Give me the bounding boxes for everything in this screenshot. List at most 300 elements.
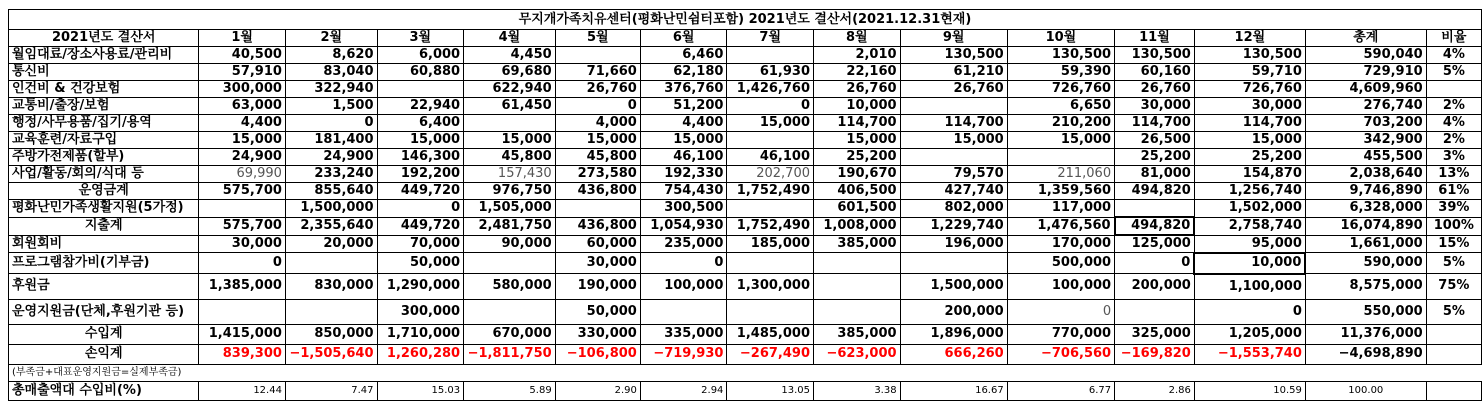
- value-cell: 61%: [1426, 183, 1481, 200]
- value-cell: 703,200: [1305, 115, 1426, 132]
- value-cell: 1,290,000: [377, 274, 464, 300]
- value-cell: 24,900: [199, 149, 286, 166]
- row-label: 회원회비: [9, 235, 199, 253]
- value-cell: 1,752,490: [727, 183, 814, 200]
- value-cell: 50,000: [377, 253, 464, 274]
- value-cell: 46,100: [727, 149, 814, 166]
- value-cell: [640, 364, 727, 381]
- row-label: 평화난민가족생활지원(5가정): [9, 200, 199, 218]
- value-cell: [1426, 344, 1481, 364]
- value-cell: 70,000: [377, 235, 464, 253]
- value-cell: 30,000: [1115, 98, 1195, 115]
- value-cell: 130,500: [1194, 47, 1305, 64]
- value-cell: 1,426,760: [727, 81, 814, 98]
- title-row: [9, 10, 1482, 30]
- value-cell: [1426, 324, 1481, 344]
- value-cell: [199, 299, 286, 324]
- value-cell: 6,328,000: [1305, 200, 1426, 218]
- value-cell: [285, 253, 377, 274]
- header-cell: 6월: [640, 30, 727, 47]
- value-cell: 9,746,890: [1305, 183, 1426, 200]
- value-cell: 15,000: [1007, 132, 1114, 149]
- value-cell: 114,700: [814, 115, 901, 132]
- value-cell: 0: [640, 253, 727, 274]
- value-cell: 770,000: [1007, 324, 1114, 344]
- value-cell: 192,200: [377, 166, 464, 183]
- value-cell: 4,609,960: [1305, 81, 1426, 98]
- value-cell: 15,000: [555, 132, 640, 149]
- value-cell: 39%: [1426, 200, 1481, 218]
- value-cell: 0: [1194, 299, 1305, 324]
- value-cell: 2,355,640: [285, 217, 377, 235]
- value-cell: 51,200: [640, 98, 727, 115]
- value-cell: 24,900: [285, 149, 377, 166]
- value-cell: 62,180: [640, 64, 727, 81]
- value-cell: 1,229,740: [900, 217, 1007, 235]
- table-row: [9, 98, 1482, 115]
- value-cell: 550,000: [1305, 299, 1426, 324]
- value-cell: 61,450: [464, 98, 556, 115]
- value-cell: 60,000: [555, 235, 640, 253]
- value-cell: 170,000: [1007, 235, 1114, 253]
- value-cell: 20,000: [285, 235, 377, 253]
- row-label: 후원금: [9, 274, 199, 300]
- value-cell: 211,060: [1007, 166, 1114, 183]
- value-cell: [1007, 364, 1114, 381]
- value-cell: 273,580: [555, 166, 640, 183]
- value-cell: 2,038,640: [1305, 166, 1426, 183]
- value-cell: 15,000: [640, 132, 727, 149]
- value-cell: 15,000: [900, 132, 1007, 149]
- value-cell: 575,700: [199, 217, 286, 235]
- value-cell: 976,750: [464, 183, 556, 200]
- table-row: [9, 47, 1482, 64]
- value-cell: 5.89: [464, 381, 556, 400]
- value-cell: 385,000: [814, 324, 901, 344]
- value-cell: [727, 132, 814, 149]
- row-label: 교육훈련/자료구입: [9, 132, 199, 149]
- value-cell: 200,000: [1115, 274, 1195, 300]
- value-cell: 670,000: [464, 324, 556, 344]
- value-cell: [1115, 200, 1195, 218]
- value-cell: 190,670: [814, 166, 901, 183]
- value-cell: −623,000: [814, 344, 901, 364]
- row-label: 주방가전제품(할부): [9, 149, 199, 166]
- value-cell: 95,000: [1194, 235, 1305, 253]
- value-cell: 15%: [1426, 235, 1481, 253]
- value-cell: [900, 364, 1007, 381]
- value-cell: 1,100,000: [1194, 274, 1305, 300]
- row-label: 행정/사무용품/집기/용역: [9, 115, 199, 132]
- header-cell: 9월: [900, 30, 1007, 47]
- value-cell: 7.47: [285, 381, 377, 400]
- value-cell: 1,476,560: [1007, 217, 1114, 235]
- value-cell: 12.44: [199, 381, 286, 400]
- value-cell: [555, 200, 640, 218]
- value-cell: 1,054,930: [640, 217, 727, 235]
- value-cell: 1,485,000: [727, 324, 814, 344]
- value-cell: 181,400: [285, 132, 377, 149]
- value-cell: 726,760: [1007, 81, 1114, 98]
- value-cell: 130,500: [1115, 47, 1195, 64]
- value-cell: 83,040: [285, 64, 377, 81]
- table-row: [9, 149, 1482, 166]
- header-cell: 10월: [1007, 30, 1114, 47]
- value-cell: 30,000: [1194, 98, 1305, 115]
- value-cell: 300,000: [199, 81, 286, 98]
- value-cell: 0: [555, 98, 640, 115]
- value-cell: 729,910: [1305, 64, 1426, 81]
- value-cell: 8,620: [285, 47, 377, 64]
- value-cell: 235,000: [640, 235, 727, 253]
- value-cell: 15,000: [727, 115, 814, 132]
- value-cell: 3%: [1426, 149, 1481, 166]
- value-cell: 154,870: [1194, 166, 1305, 183]
- value-cell: 580,000: [464, 274, 556, 300]
- header-cell: 2월: [285, 30, 377, 47]
- value-cell: 59,710: [1194, 64, 1305, 81]
- value-cell: 276,740: [1305, 98, 1426, 115]
- value-cell: 100,000: [640, 274, 727, 300]
- value-cell: −267,490: [727, 344, 814, 364]
- value-cell: 6,460: [640, 47, 727, 64]
- value-cell: [1426, 381, 1481, 400]
- value-cell: [814, 364, 901, 381]
- value-cell: 1,260,280: [377, 344, 464, 364]
- value-cell: [900, 149, 1007, 166]
- value-cell: [377, 364, 464, 381]
- value-cell: [464, 115, 556, 132]
- value-cell: 190,000: [555, 274, 640, 300]
- value-cell: 50,000: [555, 299, 640, 324]
- value-cell: 4,400: [640, 115, 727, 132]
- value-cell: 26,760: [900, 81, 1007, 98]
- table-row: [9, 324, 1482, 344]
- value-cell: 22,940: [377, 98, 464, 115]
- value-cell: 6,000: [377, 47, 464, 64]
- value-cell: −1,811,750: [464, 344, 556, 364]
- value-cell: 2,481,750: [464, 217, 556, 235]
- value-cell: 601,500: [814, 200, 901, 218]
- value-cell: 855,640: [285, 183, 377, 200]
- table-row: [9, 166, 1482, 183]
- value-cell: 6.77: [1007, 381, 1114, 400]
- value-cell: 335,000: [640, 324, 727, 344]
- value-cell: [814, 274, 901, 300]
- value-cell: 15,000: [464, 132, 556, 149]
- value-cell: 26,760: [1115, 81, 1195, 98]
- value-cell: 8,575,000: [1305, 274, 1426, 300]
- value-cell: 60,880: [377, 64, 464, 81]
- value-cell: 40,500: [199, 47, 286, 64]
- value-cell: 46,100: [640, 149, 727, 166]
- header-cell: 12월: [1194, 30, 1305, 47]
- value-cell: 61,930: [727, 64, 814, 81]
- value-cell: 114,700: [1194, 115, 1305, 132]
- value-cell: 1,500: [285, 98, 377, 115]
- value-cell: 26,500: [1115, 132, 1195, 149]
- value-cell: 2,758,740: [1194, 217, 1305, 235]
- table-row: [9, 253, 1482, 274]
- value-cell: 15,000: [377, 132, 464, 149]
- row-label: (부족금+대표운영지원금=실제부족금): [9, 364, 199, 381]
- table-row: [9, 115, 1482, 132]
- value-cell: 1,661,000: [1305, 235, 1426, 253]
- value-cell: 802,000: [900, 200, 1007, 218]
- value-cell: 2.90: [555, 381, 640, 400]
- value-cell: 2,010: [814, 47, 901, 64]
- row-label: 통신비: [9, 64, 199, 81]
- row-label: 운영지원금(단체,후원기관 등): [9, 299, 199, 324]
- value-cell: [1115, 364, 1195, 381]
- value-cell: 1,205,000: [1194, 324, 1305, 344]
- value-cell: 300,000: [377, 299, 464, 324]
- value-cell: 590,000: [1305, 253, 1426, 274]
- table-row: [9, 274, 1482, 300]
- value-cell: 1,505,000: [464, 200, 556, 218]
- value-cell: [199, 364, 286, 381]
- value-cell: −719,930: [640, 344, 727, 364]
- value-cell: 0: [285, 115, 377, 132]
- value-cell: 157,430: [464, 166, 556, 183]
- table-row: [9, 299, 1482, 324]
- value-cell: 16.67: [900, 381, 1007, 400]
- value-cell: 15,000: [1194, 132, 1305, 149]
- value-cell: 100.00: [1305, 381, 1426, 400]
- header-cell: 7월: [727, 30, 814, 47]
- value-cell: [1305, 364, 1426, 381]
- value-cell: 0: [727, 98, 814, 115]
- value-cell: [727, 299, 814, 324]
- value-cell: 449,720: [377, 217, 464, 235]
- value-cell: 114,700: [1115, 115, 1195, 132]
- value-cell: 4,450: [464, 47, 556, 64]
- value-cell: 325,000: [1115, 324, 1195, 344]
- value-cell: −1,553,740: [1194, 344, 1305, 364]
- value-cell: 376,760: [640, 81, 727, 98]
- table-row: [9, 183, 1482, 200]
- value-cell: 666,260: [900, 344, 1007, 364]
- value-cell: [727, 200, 814, 218]
- value-cell: [640, 299, 727, 324]
- value-cell: 61,210: [900, 64, 1007, 81]
- value-cell: [199, 200, 286, 218]
- value-cell: 1,752,490: [727, 217, 814, 235]
- value-cell: 10.59: [1194, 381, 1305, 400]
- value-cell: 6,650: [1007, 98, 1114, 115]
- value-cell: 1,300,000: [727, 274, 814, 300]
- value-cell: 500,000: [1007, 253, 1114, 274]
- value-cell: 6,400: [377, 115, 464, 132]
- value-cell: 1,500,000: [900, 274, 1007, 300]
- row-label: 월임대료/장소사용료/관리비: [9, 47, 199, 64]
- value-cell: [814, 299, 901, 324]
- value-cell: 45,800: [555, 149, 640, 166]
- value-cell: 385,000: [814, 235, 901, 253]
- value-cell: 427,740: [900, 183, 1007, 200]
- header-cell: 비율: [1426, 30, 1481, 47]
- value-cell: 16,074,890: [1305, 217, 1426, 235]
- value-cell: −1,505,640: [285, 344, 377, 364]
- value-cell: 210,200: [1007, 115, 1114, 132]
- value-cell: [727, 364, 814, 381]
- settlement-table: [8, 9, 1482, 401]
- value-cell: 1,500,000: [285, 200, 377, 218]
- value-cell: 2.86: [1115, 381, 1195, 400]
- table-row: [9, 217, 1482, 235]
- value-cell: 1,359,560: [1007, 183, 1114, 200]
- value-cell: 10,000: [1194, 253, 1305, 274]
- value-cell: 449,720: [377, 183, 464, 200]
- value-cell: 1,502,000: [1194, 200, 1305, 218]
- value-cell: [900, 253, 1007, 274]
- value-cell: 5%: [1426, 64, 1481, 81]
- value-cell: 15,000: [814, 132, 901, 149]
- value-cell: [900, 98, 1007, 115]
- value-cell: [285, 299, 377, 324]
- value-cell: 590,040: [1305, 47, 1426, 64]
- value-cell: 575,700: [199, 183, 286, 200]
- value-cell: 11,376,000: [1305, 324, 1426, 344]
- value-cell: 754,430: [640, 183, 727, 200]
- value-cell: 202,700: [727, 166, 814, 183]
- value-cell: 57,910: [199, 64, 286, 81]
- value-cell: [727, 253, 814, 274]
- value-cell: 146,300: [377, 149, 464, 166]
- value-cell: 726,760: [1194, 81, 1305, 98]
- value-cell: −106,800: [555, 344, 640, 364]
- row-label: 수입계: [9, 324, 199, 344]
- value-cell: 100,000: [1007, 274, 1114, 300]
- value-cell: 330,000: [555, 324, 640, 344]
- header-cell: 2021년도 결산서: [9, 30, 199, 47]
- value-cell: 455,500: [1305, 149, 1426, 166]
- value-cell: 79,570: [900, 166, 1007, 183]
- value-cell: 830,000: [285, 274, 377, 300]
- value-cell: [814, 253, 901, 274]
- header-cell: 총계: [1305, 30, 1426, 47]
- value-cell: 5%: [1426, 253, 1481, 274]
- value-cell: 26,760: [555, 81, 640, 98]
- value-cell: 100%: [1426, 217, 1481, 235]
- value-cell: [377, 81, 464, 98]
- value-cell: 3.38: [814, 381, 901, 400]
- value-cell: 192,330: [640, 166, 727, 183]
- value-cell: 850,000: [285, 324, 377, 344]
- value-cell: 1,415,000: [199, 324, 286, 344]
- value-cell: 5%: [1426, 299, 1481, 324]
- value-cell: [1007, 149, 1114, 166]
- value-cell: 63,000: [199, 98, 286, 115]
- value-cell: 342,900: [1305, 132, 1426, 149]
- row-label: 교통비/출장/보험: [9, 98, 199, 115]
- value-cell: [464, 364, 556, 381]
- value-cell: 13%: [1426, 166, 1481, 183]
- row-label: 사업/활동/회의/식대 등: [9, 166, 199, 183]
- value-cell: [1426, 364, 1481, 381]
- value-cell: 90,000: [464, 235, 556, 253]
- header-cell: 8월: [814, 30, 901, 47]
- table-row: [9, 235, 1482, 253]
- value-cell: 185,000: [727, 235, 814, 253]
- value-cell: 125,000: [1115, 235, 1195, 253]
- value-cell: 75%: [1426, 274, 1481, 300]
- value-cell: 25,200: [1194, 149, 1305, 166]
- value-cell: 233,240: [285, 166, 377, 183]
- header-cell: 4월: [464, 30, 556, 47]
- value-cell: 1,256,740: [1194, 183, 1305, 200]
- table-row: [9, 200, 1482, 218]
- value-cell: 494,820: [1115, 183, 1195, 200]
- value-cell: 30,000: [555, 253, 640, 274]
- value-cell: 22,160: [814, 64, 901, 81]
- value-cell: [285, 364, 377, 381]
- value-cell: 196,000: [900, 235, 1007, 253]
- value-cell: 25,200: [814, 149, 901, 166]
- row-label: 총매출액대 수입비(%): [9, 381, 199, 400]
- value-cell: 81,000: [1115, 166, 1195, 183]
- table-row: [9, 364, 1482, 381]
- value-cell: 494,820: [1115, 217, 1195, 235]
- value-cell: 69,680: [464, 64, 556, 81]
- value-cell: 0: [377, 200, 464, 218]
- value-cell: 15.03: [377, 381, 464, 400]
- value-cell: 436,800: [555, 183, 640, 200]
- row-label: 프로그램참가비(기부금): [9, 253, 199, 274]
- value-cell: 200,000: [900, 299, 1007, 324]
- value-cell: 15,000: [199, 132, 286, 149]
- header-cell: 1월: [199, 30, 286, 47]
- table-row: [9, 64, 1482, 81]
- value-cell: 1,896,000: [900, 324, 1007, 344]
- value-cell: 1,008,000: [814, 217, 901, 235]
- value-cell: 4%: [1426, 115, 1481, 132]
- value-cell: 71,660: [555, 64, 640, 81]
- value-cell: 2.94: [640, 381, 727, 400]
- value-cell: 114,700: [900, 115, 1007, 132]
- value-cell: −169,820: [1115, 344, 1195, 364]
- value-cell: 25,200: [1115, 149, 1195, 166]
- value-cell: 300,500: [640, 200, 727, 218]
- row-label: 운영금계: [9, 183, 199, 200]
- value-cell: 2%: [1426, 98, 1481, 115]
- header-cell: 3월: [377, 30, 464, 47]
- value-cell: −4,698,890: [1305, 344, 1426, 364]
- value-cell: 4,000: [555, 115, 640, 132]
- table-row: [9, 381, 1482, 400]
- value-cell: [1426, 81, 1481, 98]
- table-row: [9, 132, 1482, 149]
- value-cell: 0: [199, 253, 286, 274]
- value-cell: [1194, 364, 1305, 381]
- value-cell: 30,000: [199, 235, 286, 253]
- header-cell: 11월: [1115, 30, 1195, 47]
- value-cell: 117,000: [1007, 200, 1114, 218]
- header-row: [9, 30, 1482, 47]
- value-cell: 0: [1007, 299, 1114, 324]
- value-cell: 622,940: [464, 81, 556, 98]
- table-row: [9, 344, 1482, 364]
- value-cell: 69,990: [199, 166, 286, 183]
- value-cell: 26,760: [814, 81, 901, 98]
- value-cell: [1115, 299, 1195, 324]
- row-label: 지출계: [9, 217, 199, 235]
- row-label: 손익계: [9, 344, 199, 364]
- value-cell: 4,400: [199, 115, 286, 132]
- table-row: [9, 81, 1482, 98]
- value-cell: [555, 47, 640, 64]
- value-cell: [555, 364, 640, 381]
